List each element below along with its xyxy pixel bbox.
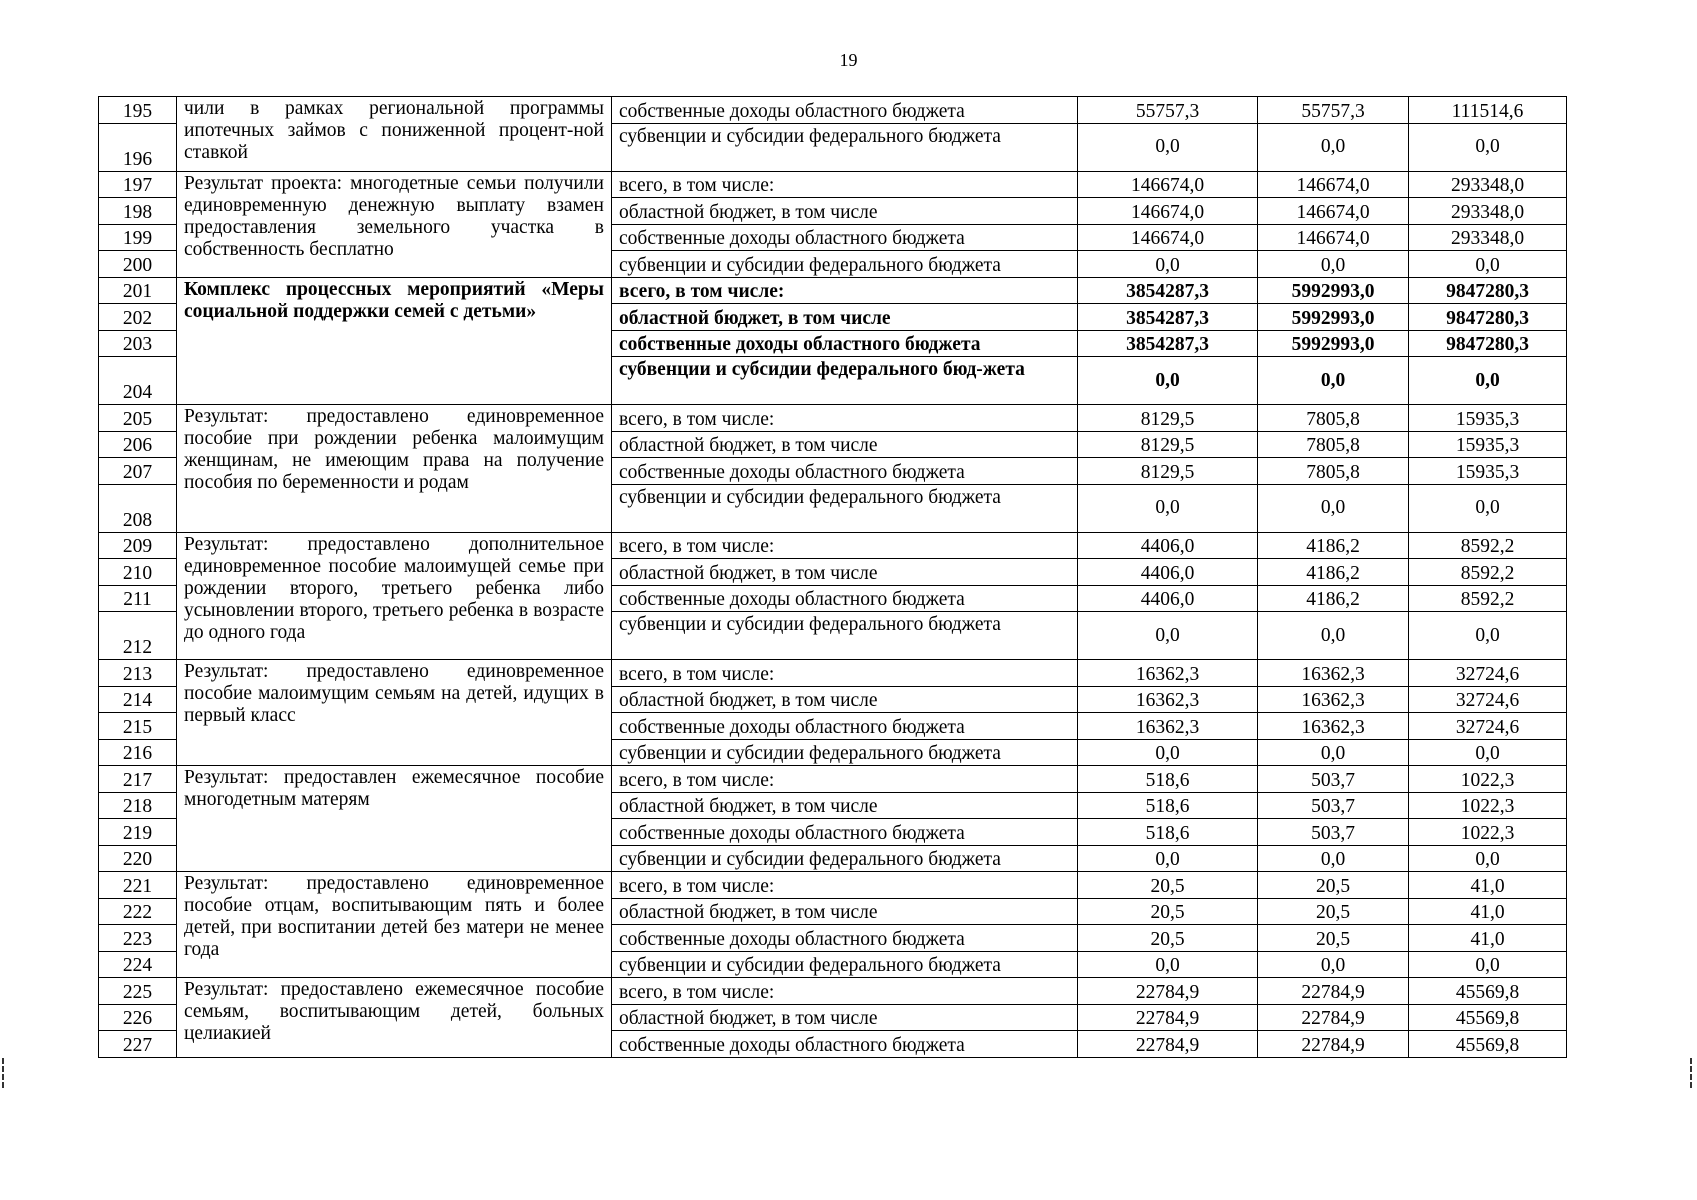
- amount-col-1: 20,5: [1078, 898, 1258, 925]
- funding-source: всего, в том числе:: [612, 277, 1078, 304]
- amount-col-3: 8592,2: [1409, 559, 1567, 586]
- funding-source: областной бюджет, в том числе: [612, 559, 1078, 586]
- row-number: 196: [99, 123, 177, 171]
- amount-col-2: 22784,9: [1258, 978, 1409, 1005]
- funding-source: собственные доходы областного бюджета: [612, 585, 1078, 612]
- funding-source: субвенции и субсидии федерального бюджета: [612, 612, 1078, 660]
- amount-col-3: 41,0: [1409, 872, 1567, 899]
- amount-col-3: 0,0: [1409, 845, 1567, 872]
- funding-source: субвенции и субсидии федерального бюджета: [612, 739, 1078, 766]
- funding-source: субвенции и субсидии федерального бюджета: [612, 251, 1078, 278]
- amount-col-1: 146674,0: [1078, 198, 1258, 225]
- amount-col-3: 41,0: [1409, 898, 1567, 925]
- amount-col-2: 0,0: [1258, 739, 1409, 766]
- amount-col-1: 22784,9: [1078, 1004, 1258, 1031]
- amount-col-1: 0,0: [1078, 845, 1258, 872]
- amount-col-3: 0,0: [1409, 357, 1567, 405]
- funding-source: областной бюджет, в том числе: [612, 792, 1078, 819]
- amount-col-1: 0,0: [1078, 612, 1258, 660]
- amount-col-3: 0,0: [1409, 739, 1567, 766]
- amount-col-3: 32724,6: [1409, 686, 1567, 713]
- funding-source: собственные доходы областного бюджета: [612, 97, 1078, 124]
- amount-col-1: 8129,5: [1078, 431, 1258, 458]
- amount-col-2: 22784,9: [1258, 1031, 1409, 1058]
- funding-source: субвенции и субсидии федерального бюджета: [612, 845, 1078, 872]
- amount-col-3: 0,0: [1409, 251, 1567, 278]
- amount-col-3: 0,0: [1409, 484, 1567, 532]
- amount-col-1: 0,0: [1078, 739, 1258, 766]
- amount-col-3: 0,0: [1409, 612, 1567, 660]
- amount-col-3: 32724,6: [1409, 660, 1567, 687]
- amount-col-3: 15935,3: [1409, 458, 1567, 485]
- amount-col-3: 293348,0: [1409, 198, 1567, 225]
- row-number: 221: [99, 872, 177, 899]
- row-number: 218: [99, 792, 177, 819]
- row-number: 202: [99, 304, 177, 331]
- amount-col-3: 293348,0: [1409, 224, 1567, 251]
- table-row: [99, 532, 1567, 559]
- funding-source: областной бюджет, в том числе: [612, 198, 1078, 225]
- row-number: 206: [99, 431, 177, 458]
- row-description: Результат: предоставлено единовременное пособие отцам, воспитывающим пять и более детей, при воспитании детей без матери не менее года: [177, 872, 612, 978]
- amount-col-3: 32724,6: [1409, 713, 1567, 740]
- row-description: Результат проекта: многодетные семьи получили единовременную денежную выплату взамен предоставления земельного участка в собственность бесплатно: [177, 171, 612, 277]
- amount-col-2: 7805,8: [1258, 405, 1409, 432]
- amount-col-1: 4406,0: [1078, 585, 1258, 612]
- amount-col-2: 146674,0: [1258, 224, 1409, 251]
- amount-col-1: 3854287,3: [1078, 330, 1258, 357]
- amount-col-1: 0,0: [1078, 123, 1258, 171]
- amount-col-2: 7805,8: [1258, 458, 1409, 485]
- amount-col-2: 503,7: [1258, 792, 1409, 819]
- amount-col-3: 15935,3: [1409, 405, 1567, 432]
- row-number: 223: [99, 925, 177, 952]
- amount-col-3: 45569,8: [1409, 1031, 1567, 1058]
- funding-source: всего, в том числе:: [612, 532, 1078, 559]
- amount-col-2: 16362,3: [1258, 713, 1409, 740]
- amount-col-3: 111514,6: [1409, 97, 1567, 124]
- amount-col-2: 55757,3: [1258, 97, 1409, 124]
- amount-col-2: 20,5: [1258, 898, 1409, 925]
- funding-source: всего, в том числе:: [612, 171, 1078, 198]
- funding-source: субвенции и субсидии федерального бюд-жета: [612, 357, 1078, 405]
- row-number: 214: [99, 686, 177, 713]
- amount-col-2: 4186,2: [1258, 559, 1409, 586]
- amount-col-2: 0,0: [1258, 484, 1409, 532]
- table-row: [99, 978, 1567, 1005]
- row-number: 207: [99, 458, 177, 485]
- row-number: 200: [99, 251, 177, 278]
- funding-source: собственные доходы областного бюджета: [612, 713, 1078, 740]
- amount-col-1: 0,0: [1078, 357, 1258, 405]
- amount-col-2: 20,5: [1258, 872, 1409, 899]
- funding-source: областной бюджет, в том числе: [612, 898, 1078, 925]
- amount-col-2: 5992993,0: [1258, 330, 1409, 357]
- right-margin-mark: [1690, 1058, 1694, 1088]
- amount-col-3: 0,0: [1409, 951, 1567, 978]
- funding-source: всего, в том числе:: [612, 872, 1078, 899]
- row-description: Результат: предоставлено дополнительное единовременное пособие малоимущей семье при рождении второго, третьего ребенка либо усыновлении второго, третьего ребенка в возрасте до одного года: [177, 532, 612, 660]
- amount-col-1: 146674,0: [1078, 224, 1258, 251]
- amount-col-1: 3854287,3: [1078, 304, 1258, 331]
- amount-col-3: 8592,2: [1409, 585, 1567, 612]
- row-number: 208: [99, 484, 177, 532]
- row-number: 201: [99, 277, 177, 304]
- funding-source: всего, в том числе:: [612, 660, 1078, 687]
- row-description: Результат: предоставлено единовременное пособие малоимущим семьям на детей, идущих в первый класс: [177, 660, 612, 766]
- amount-col-1: 8129,5: [1078, 458, 1258, 485]
- amount-col-3: 9847280,3: [1409, 277, 1567, 304]
- row-number: 227: [99, 1031, 177, 1058]
- funding-source: собственные доходы областного бюджета: [612, 224, 1078, 251]
- row-number: 224: [99, 951, 177, 978]
- amount-col-1: 22784,9: [1078, 978, 1258, 1005]
- amount-col-3: 1022,3: [1409, 792, 1567, 819]
- row-number: 197: [99, 171, 177, 198]
- row-number: 205: [99, 405, 177, 432]
- amount-col-1: 22784,9: [1078, 1031, 1258, 1058]
- row-number: 217: [99, 766, 177, 793]
- row-number: 219: [99, 819, 177, 846]
- amount-col-1: 0,0: [1078, 251, 1258, 278]
- amount-col-3: 293348,0: [1409, 171, 1567, 198]
- amount-col-1: 0,0: [1078, 484, 1258, 532]
- amount-col-2: 146674,0: [1258, 171, 1409, 198]
- amount-col-1: 518,6: [1078, 792, 1258, 819]
- row-number: 211: [99, 585, 177, 612]
- amount-col-1: 8129,5: [1078, 405, 1258, 432]
- amount-col-2: 503,7: [1258, 766, 1409, 793]
- table-row: [99, 405, 1567, 432]
- funding-source: всего, в том числе:: [612, 405, 1078, 432]
- row-number: 204: [99, 357, 177, 405]
- amount-col-2: 20,5: [1258, 925, 1409, 952]
- amount-col-1: 518,6: [1078, 819, 1258, 846]
- row-number: 213: [99, 660, 177, 687]
- row-number: 220: [99, 845, 177, 872]
- amount-col-1: 4406,0: [1078, 559, 1258, 586]
- row-description: Результат: предоставлено ежемесячное пособие семьям, воспитывающим детей, больных целиакией: [177, 978, 612, 1058]
- row-description: чили в рамках региональной программы ипотечных займов с пониженной процент-ной ставкой: [177, 97, 612, 172]
- amount-col-2: 5992993,0: [1258, 304, 1409, 331]
- row-description: Результат: предоставлен ежемесячное пособие многодетным матерям: [177, 766, 612, 872]
- row-number: 195: [99, 97, 177, 124]
- amount-col-1: 16362,3: [1078, 686, 1258, 713]
- amount-col-2: 0,0: [1258, 123, 1409, 171]
- amount-col-2: 0,0: [1258, 951, 1409, 978]
- row-number: 210: [99, 559, 177, 586]
- amount-col-2: 22784,9: [1258, 1004, 1409, 1031]
- amount-col-1: 146674,0: [1078, 171, 1258, 198]
- amount-col-2: 0,0: [1258, 251, 1409, 278]
- row-number: 215: [99, 713, 177, 740]
- table-row: [99, 872, 1567, 899]
- amount-col-1: 16362,3: [1078, 660, 1258, 687]
- amount-col-2: 4186,2: [1258, 585, 1409, 612]
- table-row: [99, 766, 1567, 793]
- amount-col-2: 16362,3: [1258, 686, 1409, 713]
- amount-col-1: 20,5: [1078, 925, 1258, 952]
- amount-col-1: 55757,3: [1078, 97, 1258, 124]
- row-number: 226: [99, 1004, 177, 1031]
- funding-source: областной бюджет, в том числе: [612, 304, 1078, 331]
- page-number: 19: [839, 50, 858, 70]
- amount-col-3: 15935,3: [1409, 431, 1567, 458]
- funding-source: областной бюджет, в том числе: [612, 686, 1078, 713]
- amount-col-2: 16362,3: [1258, 660, 1409, 687]
- table-row: [99, 171, 1567, 198]
- funding-source: собственные доходы областного бюджета: [612, 819, 1078, 846]
- funding-source: всего, в том числе:: [612, 978, 1078, 1005]
- amount-col-2: 5992993,0: [1258, 277, 1409, 304]
- funding-source: всего, в том числе:: [612, 766, 1078, 793]
- funding-source: собственные доходы областного бюджета: [612, 925, 1078, 952]
- amount-col-1: 20,5: [1078, 872, 1258, 899]
- amount-col-3: 0,0: [1409, 123, 1567, 171]
- row-number: 209: [99, 532, 177, 559]
- amount-col-2: 4186,2: [1258, 532, 1409, 559]
- row-description: Результат: предоставлено единовременное пособие при рождении ребенка малоимущим женщинам, не имеющим права на получение пособия по беременности и родам: [177, 405, 612, 533]
- table-body: [99, 97, 1567, 1058]
- row-number: 212: [99, 612, 177, 660]
- amount-col-3: 9847280,3: [1409, 304, 1567, 331]
- amount-col-3: 41,0: [1409, 925, 1567, 952]
- amount-col-2: 0,0: [1258, 357, 1409, 405]
- amount-col-3: 1022,3: [1409, 766, 1567, 793]
- amount-col-1: 3854287,3: [1078, 277, 1258, 304]
- amount-col-2: 0,0: [1258, 612, 1409, 660]
- funding-source: субвенции и субсидии федерального бюджета: [612, 484, 1078, 532]
- row-number: 198: [99, 198, 177, 225]
- amount-col-2: 146674,0: [1258, 198, 1409, 225]
- funding-source: областной бюджет, в том числе: [612, 1004, 1078, 1031]
- amount-col-1: 16362,3: [1078, 713, 1258, 740]
- amount-col-2: 503,7: [1258, 819, 1409, 846]
- amount-col-3: 45569,8: [1409, 1004, 1567, 1031]
- table-row: [99, 277, 1567, 304]
- row-number: 199: [99, 224, 177, 251]
- funding-source: областной бюджет, в том числе: [612, 431, 1078, 458]
- row-number: 225: [99, 978, 177, 1005]
- amount-col-1: 518,6: [1078, 766, 1258, 793]
- row-number: 216: [99, 739, 177, 766]
- funding-source: субвенции и субсидии федерального бюджета: [612, 123, 1078, 171]
- table-row: [99, 97, 1567, 124]
- amount-col-3: 1022,3: [1409, 819, 1567, 846]
- amount-col-3: 8592,2: [1409, 532, 1567, 559]
- left-margin-mark: [2, 1058, 6, 1088]
- amount-col-3: 45569,8: [1409, 978, 1567, 1005]
- funding-source: собственные доходы областного бюджета: [612, 1031, 1078, 1058]
- amount-col-2: 7805,8: [1258, 431, 1409, 458]
- funding-source: субвенции и субсидии федерального бюджета: [612, 951, 1078, 978]
- row-description: Комплекс процессных мероприятий «Меры социальной поддержки семей с детьми»: [177, 277, 612, 405]
- budget-table: [98, 96, 1567, 1058]
- row-number: 203: [99, 330, 177, 357]
- row-number: 222: [99, 898, 177, 925]
- amount-col-1: 4406,0: [1078, 532, 1258, 559]
- funding-source: собственные доходы областного бюджета: [612, 458, 1078, 485]
- amount-col-3: 9847280,3: [1409, 330, 1567, 357]
- amount-col-2: 0,0: [1258, 845, 1409, 872]
- funding-source: собственные доходы областного бюджета: [612, 330, 1078, 357]
- table-row: [99, 660, 1567, 687]
- amount-col-1: 0,0: [1078, 951, 1258, 978]
